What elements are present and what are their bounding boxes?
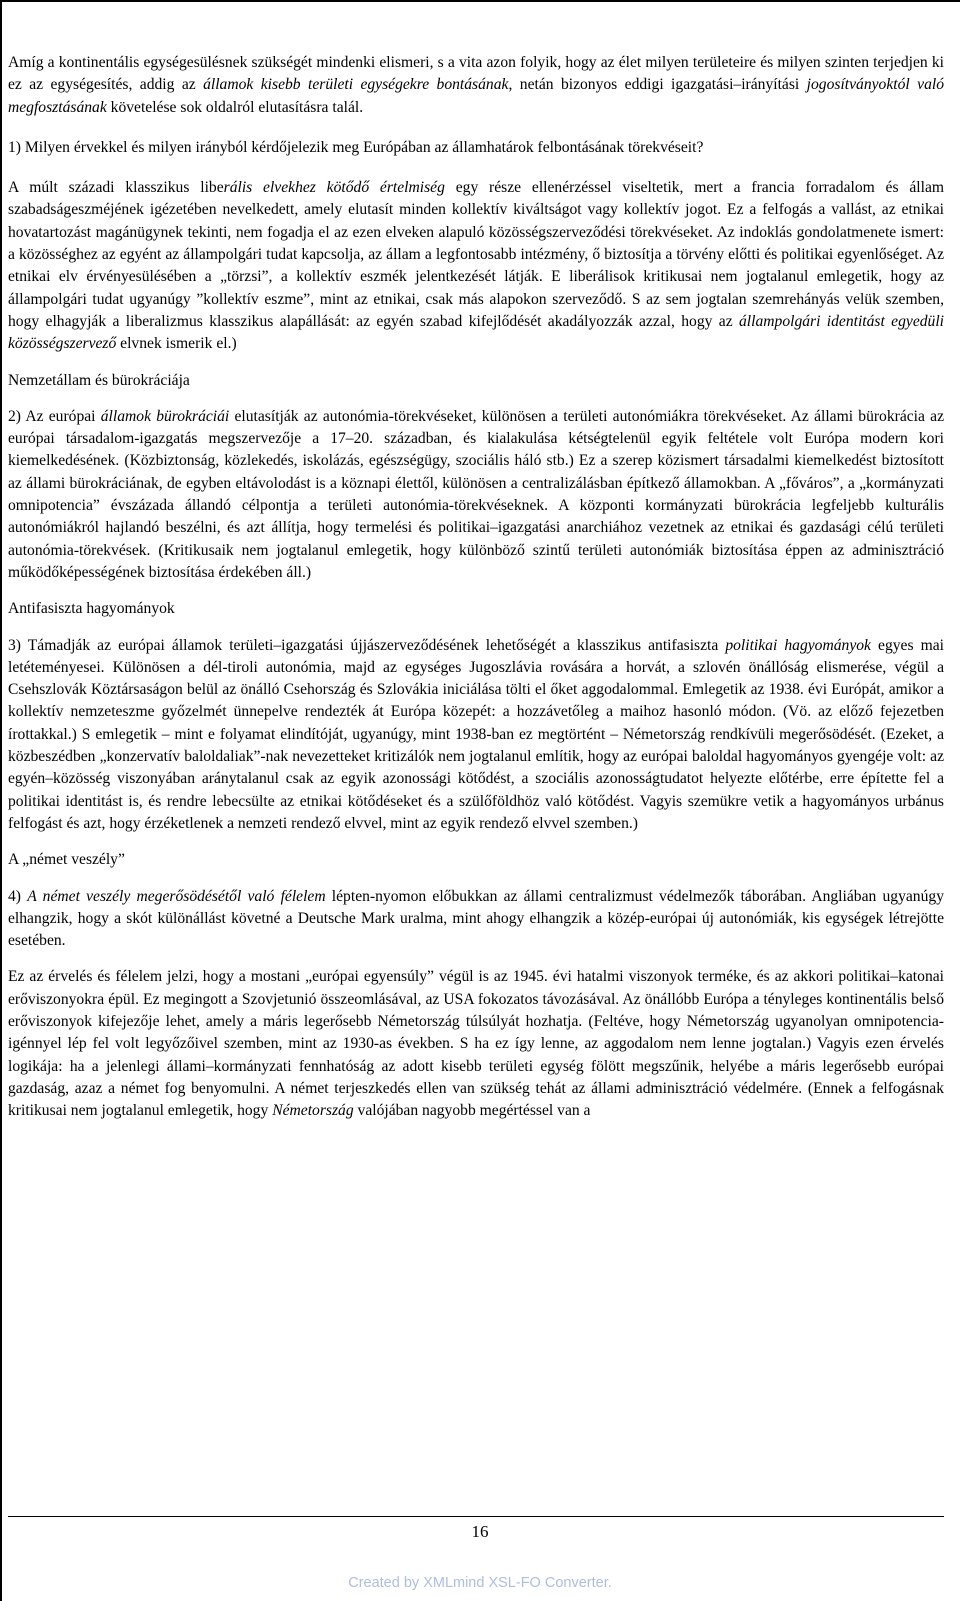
text-run: valójában nagyobb megértéssel van a: [353, 1102, 591, 1120]
document-body: [8, 52, 944, 1122]
liberal-argument-paragraph: [8, 177, 944, 355]
emphasis: Németország: [272, 1102, 354, 1120]
text-run: Ez az érvelés és félelem jelzi, hogy a mostani „európai egyensúly” végül is az 1945. évi hatalmi viszonyok terméke, és az akkori politikai–katonai erőviszonyokra épül. Ez megingott a Szovjetunió összeomlásával, az USA fokozatos távozásával. Az önállóbb Európa a tényleges kontinentális belső erőviszonyok kifejezője lehet, amely a máris legerősebb Németország túlsúlyát hozhatja. (Feltéve, hogy Németország ugyanolyan omnipotencia-igénnyel lép fel volt legyőzőivel szemben, mint az 1930-as években. S ha ez így lenne, az aggodalom nem lenne jogtalan.) Vagyis ezen érvelés logikája: ha a jelenlegi állami–kormányzati fennhatóság az adott kisebb területi egység fölött megszűnik, helyébe a máris legerősebb európai gazdaság, azaz a német fog benyomulni. A német terjeszkedés ellen van szükség tehát az állami adminisztráció védelmére. (Ennek a felfogásnak kritikusai nem jogtalanul emlegetik, hogy: [8, 968, 944, 1120]
text-run: egyes mai letéteményesei. Különösen a dél-tiroli autonómia, majd az egységes Jugoszlávia rovására a horvát, a szlovén önállóság elismerése, végül a Csehszlovák Köztársaságon belül az önálló Csehország és Szlovákia iniciálása tölti el őket aggodalommal. Emlegetik az 1938. évi Európát, amikor a kollektív nemzeteszme győzelmét ünnepelve rendezték át Európa közepét: a hozzávetőleg a maihoz hasonló módon. (Vö. az előző fejezetben írottakkal.) S emlegetik – mint e folyamat elindítóját, ugyanúgy, mint 1938-ban ez megtörtént – Németország rendkívüli megerősödését. (Ezeket, a közbeszédben „konzervatív baloldaliak”-nak nevezetteket kritizálók nem jogtalanul említik, hogy az európai baloldal hagyományos gyengéje volt: az egyén–közösség viszonyában aránytalanul csak az egyik azonossági kötődést, a szociális azonosságtudatot helyezte előtérbe, erre építette fel a politikai identitást is, és rendre lebecsülte az etnikai kötődéseket és a szülőföldhöz való kötődést. Vagyis szemükre vetik a hagyományos urbánus felfogást és azt, hogy érzéketlenek a nemzeti rendező elvvel, mint az egyik rendező elvvel szemben.): [8, 636, 944, 832]
question-paragraph: 1) Milyen érvekkel és milyen irányból kérdőjelezik meg Európában az államhatárok felbontásának törekvéseit?: [8, 138, 704, 156]
text-run: 4): [8, 887, 28, 905]
text-run: követelése sok oldalról elutasításra talál.: [106, 98, 364, 116]
european-balance-paragraph: [8, 966, 944, 1122]
emphasis: államok bürokráciái: [100, 407, 230, 425]
text-run: A múlt századi klasszikus libe: [8, 179, 224, 197]
emphasis: állampolgári identitást egyedüli közösségszervező: [8, 312, 945, 353]
page-number: 16: [471, 1522, 489, 1541]
antifascist-paragraph: [8, 635, 944, 836]
emphasis: jogosítványoktól való megfosztásának: [8, 76, 944, 116]
intro-paragraph: [8, 52, 944, 119]
producer-prefix: Created by: [348, 1575, 424, 1591]
producer-link[interactable]: XMLmind XSL-FO Converter.: [423, 1575, 612, 1591]
footer-divider: [8, 1516, 944, 1517]
producer-credit: [0, 1575, 960, 1591]
text-run: lépten-nyomon előbukkan az állami centralizmust védelmezők táborában. Angliában ugyanúgy elhangzik, hogy a skót különállást követné a Deutsche Mark uralma, mint ahogy elhangzik a közép-európai új autonómiák, kis egységek létrejötte esetében.: [8, 887, 944, 950]
text-run: , netán bizonyos eddigi igazgatási–irányítási: [508, 76, 807, 94]
text-run: Amíg a kontinentális egységesülésnek szükségét mindenki elismeri, s a vita azon folyik, hogy az élet milyen területeire és milyen szinten terjedjen ki ez az egységesítés, addig az: [8, 54, 944, 94]
german-danger-paragraph: [8, 886, 944, 953]
emphasis: A német veszély megerősödésétől való félelem: [27, 887, 326, 905]
section-heading: Nemzetállam és bürokráciája: [8, 371, 190, 389]
text-run: 3) Támadják az európai államok területi–igazgatási újjászerveződésének lehetőségét a klasszikus antifasiszta: [8, 636, 726, 654]
emphasis: államok kisebb területi egységekre bontásának: [203, 76, 509, 94]
text-run: egy része ellenérzéssel viseltetik, mert a francia forradalom és állam szabadságeszméjének igézetében nevelkedett, amely elutasít minden kollektív kiváltságot vagy kollektív jogot. Ez a felfogás a vallást, az etnikai hovatartozást magánügynek tekinti, nem fogadja el az ezen elveken alapuló közösségszerveződési törekvéseket. Az indoklás gondolatmenete ismert: a közösséghez az egyént az állampolgári tudat kapcsolja, az állam a legfontosabb intézmény, ő biztosítja a törvény előtti és politikai egyenlőséget. Az etnikai elv érvényesülésében a „törzsi”, a kollektív eszmék jelentkezését látják. E liberálisok kritikusai nem jogtalanul emlegetik, hogy az állampolgári tudat ugyanúgy ”kollektív eszme”, mint az etnikai, csak más alapokon szerveződő. S az sem jogtalan szemrehányás velük szemben, hogy elhagyják a liberalizmus klasszikus alapállását: az egyén szabad kifejlődését akadályozzák azzal, hogy az: [8, 179, 945, 330]
text-run: elutasítják az autonómia-törekvéseket, különösen a területi autonómiákra törekvéseket. Az állami bürokrácia az európai társadalom-igazgatás megszervezője a 17–20. században, és kialakulása kétségtelenül egyik feltétele volt Európa modern kori kiemelkedésének. (Közbiztonság, közlekedés, iskolázás, egészségügy, szociális háló stb.) Ez a szerep közismert társadalmi kiemelkedést biztosított az állami bürokráciának, de egyben eltávolodást is a köznapi élettől, különösen a centralizálásban építkező államokban. A „főváros”, a „kormányzati omnipotencia” évszázada állandó célpontja a területi autonómia-törekvéseknek. A központi kormányzati bürokrácia legfeljebb kulturális autonómiákról hajlandó beszélni, és azt állítja, hogy termelési és politikai–igazgatási anarchiához vezetnek az etnikai és gazdasági célú területi autonómia-törekvések. (Kritikusaik nem jogtalanul emlegetik, hogy különböző szintű területi autonómiák biztosítása éppen az adminisztráció működőképességének biztosítása érdekében áll.): [8, 407, 945, 581]
section-heading: Antifasiszta hagyományok: [8, 600, 175, 618]
emphasis: rális elvekhez kötődő értelmiség: [223, 179, 445, 197]
page-border-left: [0, 0, 2, 1601]
section-heading: A „német veszély”: [8, 851, 125, 869]
bureaucracy-paragraph: [8, 406, 944, 584]
page-border-top: [0, 0, 960, 2]
emphasis: politikai hagyományok: [725, 636, 871, 654]
text-run: 2) Az európai: [8, 407, 101, 425]
text-run: elvnek ismerik el.): [116, 335, 237, 353]
